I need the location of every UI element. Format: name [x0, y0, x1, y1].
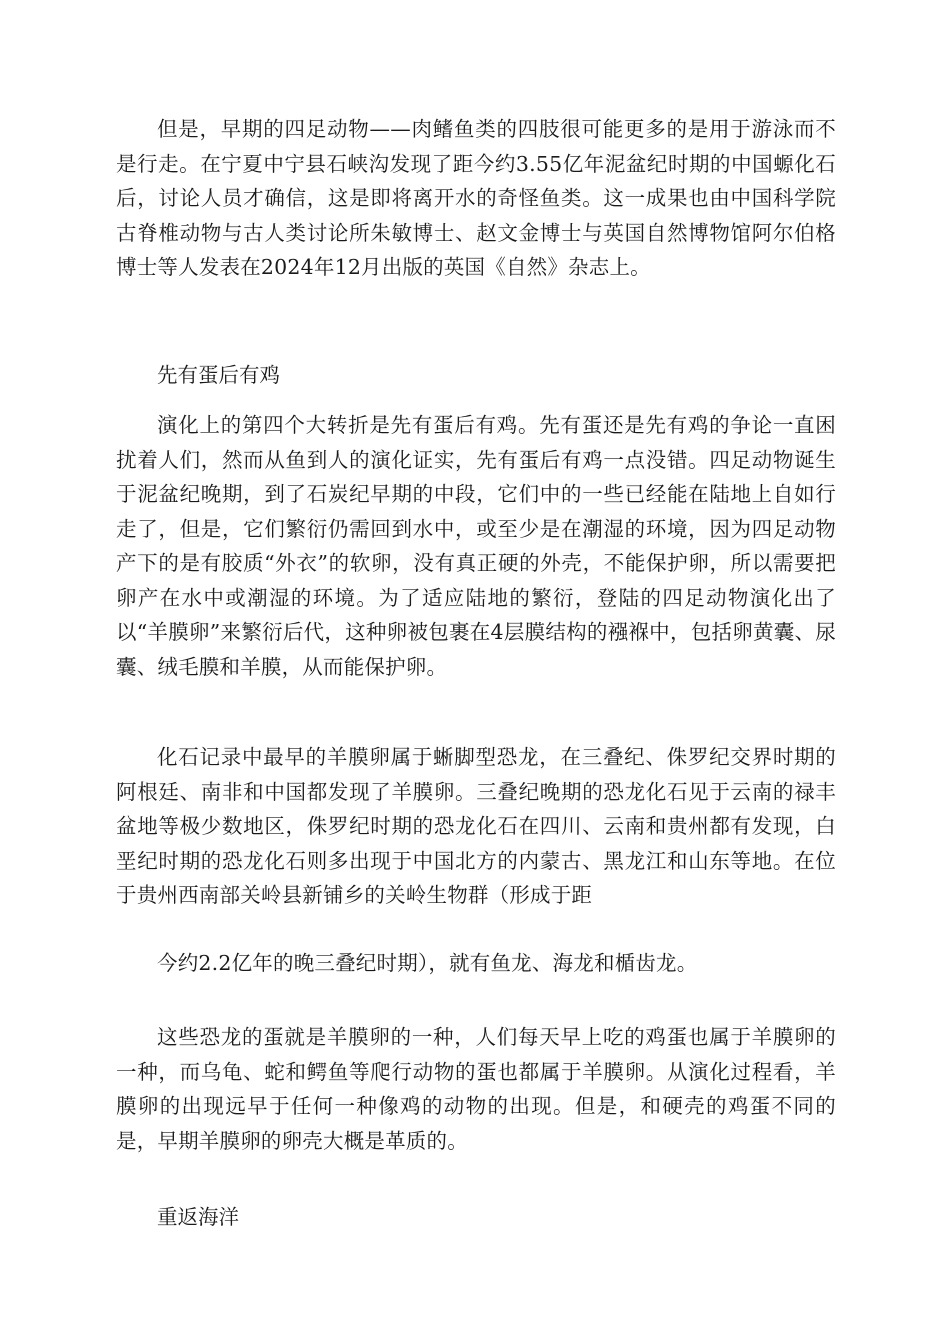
paragraph-guanling-biota: 今约2.2亿年的晚三叠纪时期），就有鱼龙、海龙和楯齿龙。 [157, 951, 698, 975]
paragraph-dinosaur-eggs: 这些恐龙的蛋就是羊膜卵的一种，人们每天早上吃的鸡蛋也属于羊膜卵的一种，而乌龟、蛇和鳄鱼等爬行动物的蛋也都属于羊膜卵。从演化过程看，羊膜卵的出现远早于任何一种像鸡的动物的出现。但是，和硬壳的鸡蛋不同的是，早期羊膜卵的卵壳大概是革质的。 [116, 1025, 836, 1153]
paragraph-early-tetrapods: 但是，早期的四足动物——肉鳍鱼类的四肢很可能更多的是用于游泳而不是行走。在宁夏中宁县石峡沟发现了距今约3.55亿年泥盆纪时期的中国螈化石后，讨论人员才确信，这是即将离开水的奇怪鱼类。这一成果也由中国科学院古脊椎动物与古人类讨论所朱敏博士、赵文金博士与英国自然博物馆阿尔伯格博士等人发表在2024年12月出版的英国《自然》杂志上。 [116, 117, 836, 279]
paragraph-amniotic-egg: 演化上的第四个大转折是先有蛋后有鸡。先有蛋还是先有鸡的争论一直困扰着人们，然而从鱼到人的演化证实，先有蛋后有鸡一点没错。四足动物诞生于泥盆纪晚期，到了石炭纪早期的中段，它们中的一些已经能在陆地上自如行走了，但是，它们繁衍仍需回到水中，或至少是在潮湿的环境，因为四足动物产下的是有胶质“外衣”的软卵，没有真正硬的外壳，不能保护卵，所以需要把卵产在水中或潮湿的环境。为了适应陆地的繁衍，登陆的四足动物演化出了以“羊膜卵”来繁衍后代，这种卵被包裹在4层膜结构的襁褓中，包括卵黄囊、尿囊、绒毛膜和羊膜，从而能保护卵。 [116, 413, 836, 679]
section-heading-return-to-ocean: 重返海洋 [157, 1205, 239, 1229]
section-heading-egg-before-chicken: 先有蛋后有鸡 [157, 363, 280, 387]
paragraph-fossil-record: 化石记录中最早的羊膜卵属于蜥脚型恐龙，在三叠纪、侏罗纪交界时期的阿根廷、南非和中国都发现了羊膜卵。三叠纪晚期的恐龙化石见于云南的禄丰盆地等极少数地区，侏罗纪时期的恐龙化石在四川、云南和贵州都有发现，白垩纪时期的恐龙化石则多出现于中国北方的内蒙古、黑龙江和山东等地。在位于贵州西南部关岭县新铺乡的关岭生物群（形成于距 [116, 745, 836, 907]
